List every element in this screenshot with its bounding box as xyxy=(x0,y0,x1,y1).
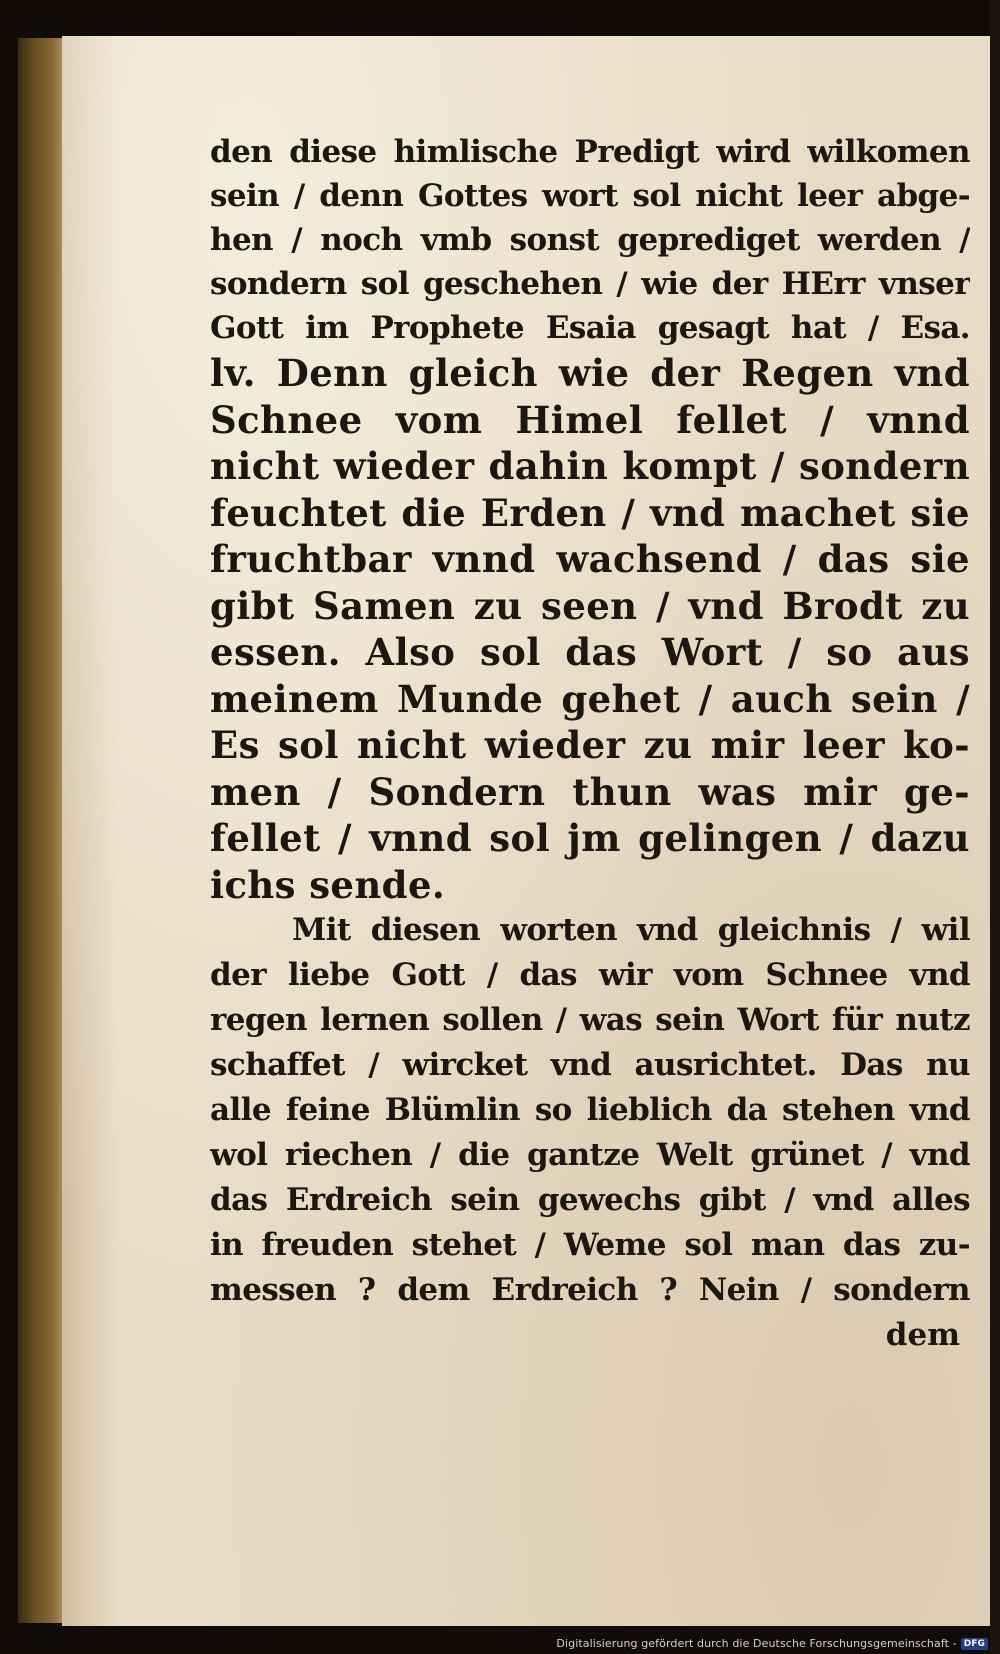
text-line: fruchtbar vnnd wachsend / das sie xyxy=(210,537,970,581)
text-line: der liebe Gott / das wir vom Schnee vnd xyxy=(210,957,970,993)
text-line: Gott im Prophete Esaia gesagt hat / Esa. xyxy=(210,310,970,346)
text-line: sein / denn Gottes wort sol nicht leer abge- xyxy=(210,178,970,214)
text-line: lv. Denn gleich wie der Regen vnd xyxy=(210,351,970,395)
text-line: in freuden stehet / Weme sol man das zu- xyxy=(210,1227,970,1263)
credit-text: Digitalisierung gefördert durch die Deutsche Forschungsgemeinschaft - xyxy=(556,1637,957,1650)
text-line: Mit diesen worten vnd gleichnis / wil xyxy=(292,912,970,948)
text-line: hen / noch vmb sonst geprediget werden / xyxy=(210,222,970,258)
page-text xyxy=(210,130,970,1357)
text-line: feuchtet die Erden / vnd machet sie xyxy=(210,490,970,535)
text-line: fellet / vnnd sol jm gelingen / dazu xyxy=(210,816,970,860)
text-line: das Erdreich sein gewechs gibt / vnd alles xyxy=(210,1182,970,1218)
digitization-credit xyxy=(556,1637,988,1650)
text-line: Es sol nicht wieder zu mir leer ko- xyxy=(210,723,970,767)
text-line: alle feine Blümlin so lieblich da stehen vnd xyxy=(210,1092,970,1128)
text-line: Schnee vom Himel fellet / vnnd xyxy=(210,397,970,442)
text-line: ichs sende. xyxy=(210,862,446,907)
text-line: gibt Samen zu seen / vnd Brodt zu xyxy=(210,583,970,628)
text-line: den diese himlische Predigt wird wilkomen xyxy=(210,134,970,170)
text-line: men / Sondern thun was mir ge- xyxy=(210,769,970,814)
text-line: schaffet / wircket vnd ausrichtet. Das nu xyxy=(210,1047,970,1083)
text-line: wol riechen / die gantze Welt grünet / vnd xyxy=(210,1137,970,1173)
text-line: essen. Also sol das Wort / so aus xyxy=(210,630,970,674)
book-page-edge xyxy=(18,38,68,1623)
text-line: sondern sol geschehen / wie der HErr vnser xyxy=(210,266,970,302)
catchword: dem xyxy=(885,1317,960,1353)
text-line: regen lernen sollen / was sein Wort für nutz xyxy=(210,1002,970,1038)
text-line: nicht wieder dahin kompt / sondern xyxy=(210,444,970,488)
text-line: meinem Munde gehet / auch sein / xyxy=(210,676,970,721)
dfg-logo-icon: DFG xyxy=(961,1638,988,1650)
text-line: messen ? dem Erdreich ? Nein / sondern xyxy=(210,1272,970,1308)
scan-border xyxy=(990,0,1000,1654)
